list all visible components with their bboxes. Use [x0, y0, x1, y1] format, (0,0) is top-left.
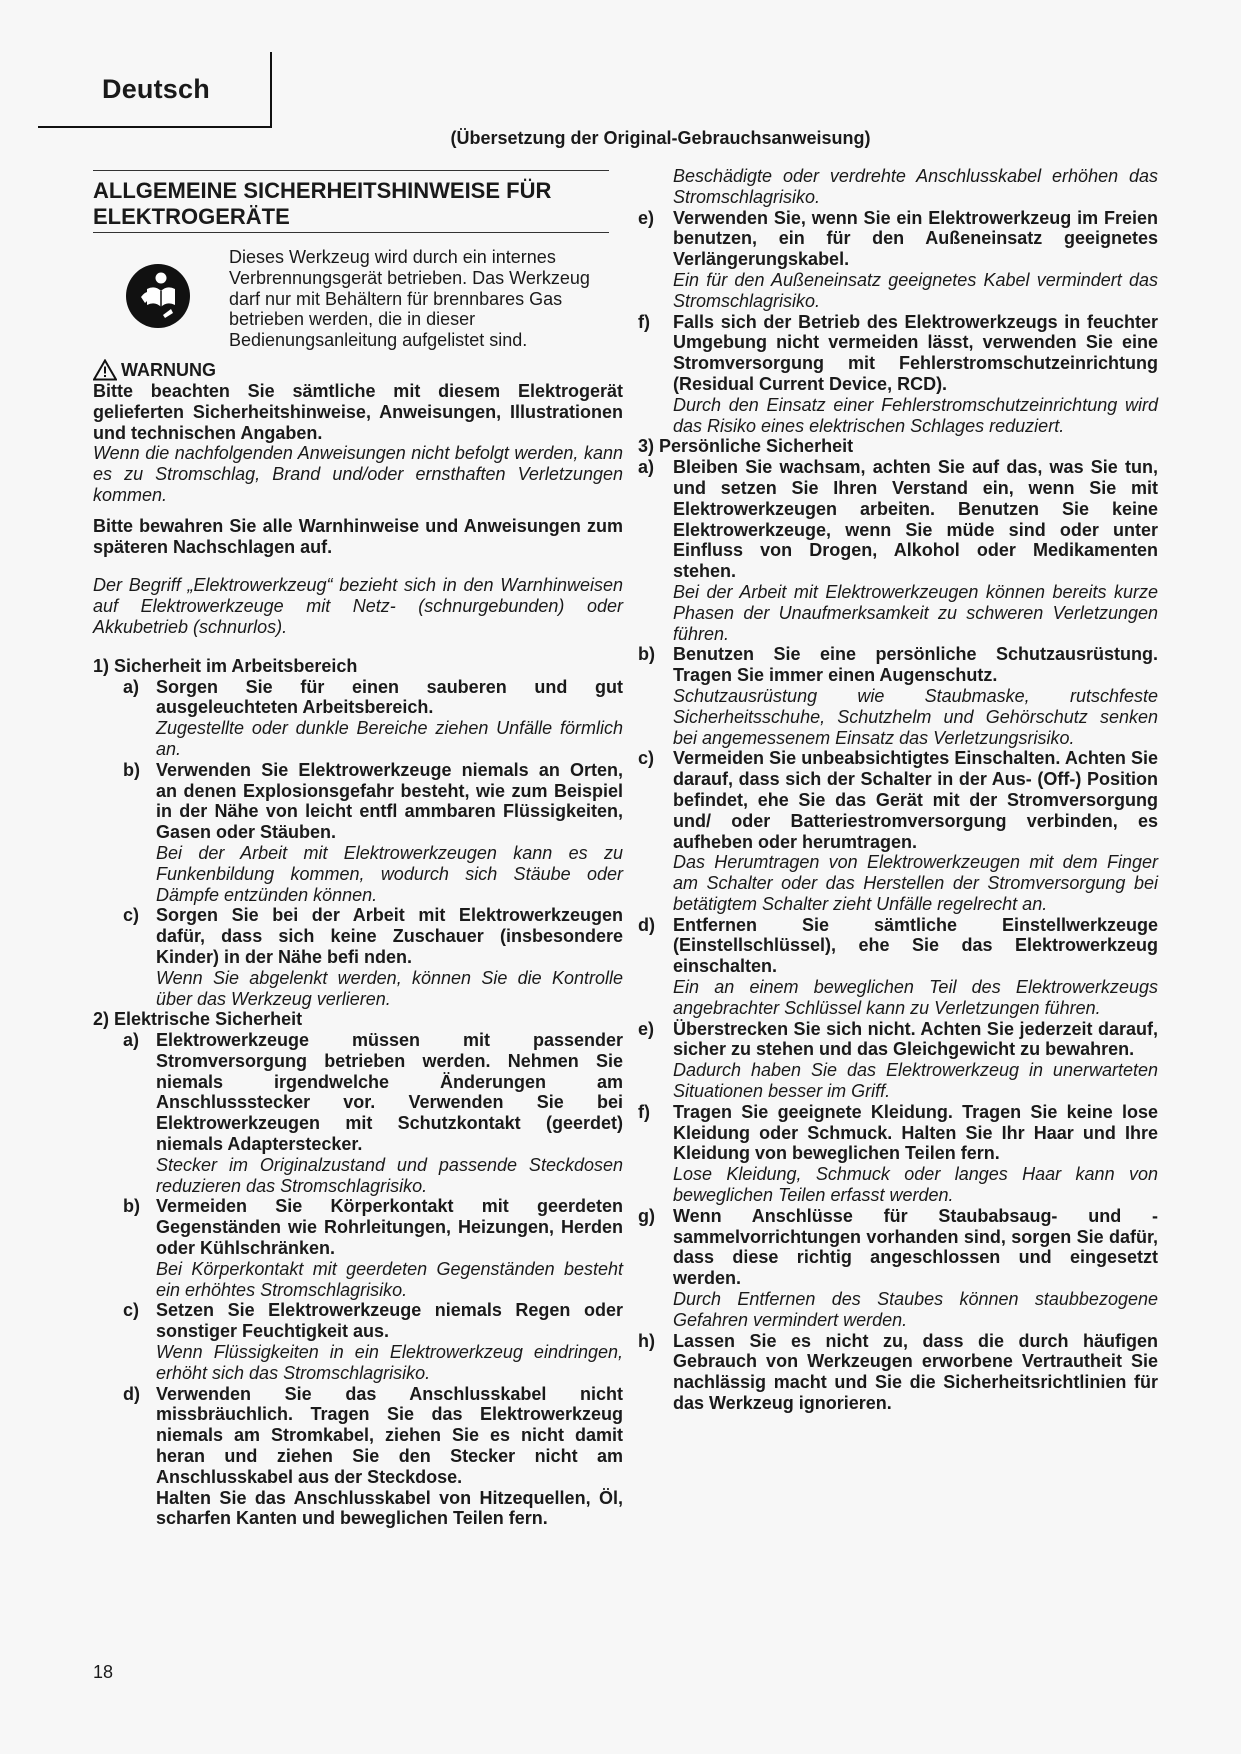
list-item [638, 1019, 1158, 1102]
read-manual-icon [125, 263, 191, 329]
language-tab [38, 52, 272, 128]
list-item [638, 644, 1158, 748]
list-item-continued [638, 166, 1158, 208]
warning-icon [93, 359, 117, 381]
item-label: e) [638, 207, 655, 228]
item-text: Entfernen Sie sämtliche Einstellwerkzeuge (Einstellschlüssel), ehe Sie das Elektrowerkzeug einschalten. [673, 914, 1158, 977]
item-note: Wenn Flüssigkeiten in ein Elektrowerkzeug eindringen, erhöht sich das Stromschlagrisiko. [156, 1342, 623, 1383]
item-label: f) [638, 311, 650, 332]
item-note: Ein an einem beweglichen Teil des Elektrowerkzeugs angebrachter Schlüssel kann zu Verletzungen führen. [673, 977, 1158, 1018]
item-label: d) [638, 914, 655, 935]
item-label: a) [123, 676, 140, 697]
item-note: Beschädigte oder verdrehte Anschlusskabel erhöhen das Stromschlagrisiko. [673, 166, 1158, 207]
page-number: 18 [93, 1662, 114, 1682]
list-item [93, 905, 623, 1009]
item-note: Bei Körperkontakt mit geerdeten Gegenständen besteht ein erhöhtes Stromschlagrisiko. [156, 1258, 623, 1300]
list-item [638, 1102, 1158, 1206]
item-label: a) [638, 457, 655, 478]
list-item [638, 1206, 1158, 1331]
item-note: Zugestellte oder dunkle Bereiche ziehen Unfälle förmlich an. [156, 718, 623, 759]
item-text: Bleiben Sie wachsam, achten Sie auf das, was Sie tun, und setzen Sie Ihren Verstand ein, wenn Sie mit Elektrowerkzeugen arbeiten. Benutzen Sie keine Elektrowerkzeuge, wenn Sie müde sind oder unter Einfluss von Drogen, Alkohol oder Medikamenten stehen. [673, 457, 1158, 582]
item-text: Benutzen Sie eine persönliche Schutzausrüstung. Tragen Sie immer einen Augenschutz. [673, 644, 1158, 686]
item-label: b) [123, 759, 140, 780]
item-note: Durch Entfernen des Staubes können staubbezogene Gefahren vermindert werden. [673, 1289, 1158, 1330]
list-item [638, 457, 1158, 644]
list-item [93, 1030, 623, 1196]
item-text: Sorgen Sie bei der Arbeit mit Elektrowerkzeugen dafür, dass sich keine Zuschauer (insbesondere Kinder) in der Nähe befi nden. [156, 905, 623, 967]
left-column [93, 166, 623, 1529]
warning-note: Wenn die nachfolgenden Anweisungen nicht befolgt werden, kann es zu Stromschlag, Brand und/oder ernsthaften Verletzungen kommen. [93, 443, 623, 505]
warning-text: Bitte beachten Sie sämtliche mit diesem Elektrogerät gelieferten Sicherheitshinweise, Anweisungen, Illustrationen und technischen Angaben. [93, 380, 623, 443]
item-text: Tragen Sie geeignete Kleidung. Tragen Sie keine lose Kleidung oder Schmuck. Halten Sie Ihr Haar und Ihre Kleidung von beweglichen Teilen fern. [673, 1101, 1158, 1164]
item-text: Vermeiden Sie unbeabsichtigtes Einschalten. Achten Sie darauf, dass sich der Schalter in der Aus- (Off-) Position befindet, ehe Sie das Gerät mit der Stromversorgung und/ oder Batteriestromversorgung verbinden, es aufheben oder herumtragen. [673, 748, 1158, 852]
item-note: Ein für den Außeneinsatz geeignetes Kabel vermindert das Stromschlagrisiko. [673, 269, 1158, 311]
term-definition-text: Der Begriff „Elektrowerkzeug“ bezieht sich in den Warnhinweisen auf Elektrowerkzeuge mit Netz- (schnurgebunden) oder Akkubetrieb (schnurlos). [93, 575, 623, 637]
item-text: Sorgen Sie für einen sauberen und gut ausgeleuchteten Arbeitsbereich. [156, 676, 623, 718]
item-note: Bei der Arbeit mit Elektrowerkzeugen kann es zu Funkenbildung kommen, wodurch sich Stäube oder Dämpfe entzünden können. [156, 842, 623, 905]
item-note: Das Herumtragen von Elektrowerkzeugen mit dem Finger am Schalter oder das Herstellen der Stromversorgung bei betätigtem Schalter zieht Unfälle regelrecht an. [673, 852, 1158, 914]
list-item [93, 760, 623, 906]
item-note: Stecker im Originalzustand und passende Steckdosen reduzieren das Stromschlagrisiko. [156, 1154, 623, 1196]
section-2-heading: 2) Elektrische Sicherheit [93, 1009, 303, 1030]
item-label: c) [123, 905, 140, 926]
item-note: Lose Kleidung, Schmuck oder langes Haar kann von beweglichen Teilen erfasst werden. [673, 1164, 1158, 1206]
page-subtitle: (Übersetzung der Original-Gebrauchsanweisung) [450, 128, 871, 148]
list-item [638, 208, 1158, 312]
item-text: Verwenden Sie das Anschlusskabel nicht missbräuchlich. Tragen Sie das Elektrowerkzeug niemals am Stromkabel, ziehen Sie es nicht damit heran und ziehen Sie den Stecker nicht am Anschlusskabel aus der Steckdose. [156, 1383, 623, 1487]
item-note: Durch den Einsatz einer Fehlerstromschutzeinrichtung wird das Risiko eines elektrischen Schlages reduziert. [673, 394, 1158, 436]
list-item [638, 1331, 1158, 1414]
item-note: Wenn Sie abgelenkt werden, können Sie die Kontrolle über das Werkzeug verlieren. [156, 967, 623, 1009]
item-label: b) [638, 644, 655, 665]
item-label: b) [123, 1196, 140, 1217]
item-label: c) [123, 1300, 140, 1321]
item-text: Wenn Anschlüsse für Staubabsaug- und -sammelvorrichtungen vorhanden sind, sorgen Sie dafür, dass diese richtig angeschlossen und eingesetzt werden. [673, 1205, 1158, 1289]
item-label: f) [638, 1101, 650, 1122]
item-text: Elektrowerkzeuge müssen mit passender Stromversorgung betrieben werden. Nehmen Sie niemals irgendwelche Änderungen am Anschlussstecker vor. Verwenden Sie bei Elektrowerkzeugen mit Schutzkontakt (geerdet) niemals Adapterstecker. [156, 1030, 623, 1155]
section-title: ALLGEMEINE SICHERHEITSHINWEISE FÜR ELEKTROGERÄTE [93, 170, 609, 233]
item-text: Verwenden Sie, wenn Sie ein Elektrowerkzeug im Freien benutzen, ein für den Außeneinsatz geeignetes Verlängerungskabel. [673, 207, 1158, 270]
list-item [638, 312, 1158, 437]
list-item [93, 677, 623, 760]
list-item [638, 748, 1158, 914]
section-1-heading: 1) Sicherheit im Arbeitsbereich [93, 655, 358, 676]
list-item [93, 1384, 623, 1530]
item-note: Bei der Arbeit mit Elektrowerkzeugen können bereits kurze Phasen der Unaufmerksamkeit zu schweren Verletzungen führen. [673, 581, 1158, 644]
item-text: Halten Sie das Anschlusskabel von Hitzequellen, Öl, scharfen Kanten und beweglichen Teilen fern. [156, 1487, 623, 1529]
item-label: g) [638, 1205, 655, 1226]
keep-instructions-text: Bitte bewahren Sie alle Warnhinweise und Anweisungen zum späteren Nachschlagen auf. [93, 515, 623, 557]
list-item [93, 1300, 623, 1383]
list-item [638, 915, 1158, 1019]
item-text: Überstrecken Sie sich nicht. Achten Sie jederzeit darauf, sicher zu stehen und das Gleichgewicht zu bewahren. [673, 1018, 1158, 1060]
warning-label: WARNUNG [121, 359, 216, 380]
warning-heading [93, 359, 623, 381]
section-3-heading: 3) Persönliche Sicherheit [638, 436, 854, 457]
list-item [93, 1196, 623, 1300]
item-label: a) [123, 1030, 140, 1051]
intro-text: Dieses Werkzeug wird durch ein internes Verbrennungsgerät betrieben. Das Werkzeug darf nur mit Behältern für brennbares Gas betrieben werden, die in dieser Bedienungsanleitung aufgelistet sind. [229, 247, 590, 351]
right-column [638, 166, 1158, 1414]
item-note: Dadurch haben Sie das Elektrowerkzeug in unerwarteten Situationen besser im Griff. [673, 1060, 1158, 1102]
item-text: Falls sich der Betrieb des Elektrowerkzeugs in feuchter Umgebung nicht vermeiden lässt, verwenden Sie eine Stromversorgung mit Fehlerstromschutzeinrichtung (Residual Current Device, RCD). [673, 311, 1158, 394]
item-label: e) [638, 1018, 655, 1039]
item-note: Schutzausrüstung wie Staubmaske, rutschfeste Sicherheitsschuhe, Schutzhelm und Gehörschutz senken bei angemessenem Einsatz das Verletzungsrisiko. [673, 685, 1158, 748]
item-text: Lassen Sie es nicht zu, dass die durch häufigen Gebrauch von Werkzeugen erworbene Vertrautheit Sie nachlässig macht und Sie die Sicherheitsrichtlinien für das Werkzeug ignorieren. [673, 1330, 1158, 1414]
item-text: Verwenden Sie Elektrowerkzeuge niemals an Orten, an denen Explosionsgefahr besteht, wie zum Beispiel in der Nähe von leicht entfl ammbaren Flüssigkeiten, Gasen oder Stäuben. [156, 759, 623, 843]
intro-block [93, 247, 623, 351]
item-label: d) [123, 1383, 140, 1404]
item-label: c) [638, 748, 655, 769]
item-text: Vermeiden Sie Körperkontakt mit geerdeten Gegenständen wie Rohrleitungen, Heizungen, Herden oder Kühlschränken. [156, 1196, 623, 1259]
item-text: Setzen Sie Elektrowerkzeuge niemals Regen oder sonstiger Feuchtigkeit aus. [156, 1300, 623, 1342]
language-label: Deutsch [102, 74, 210, 104]
item-label: h) [638, 1330, 655, 1351]
